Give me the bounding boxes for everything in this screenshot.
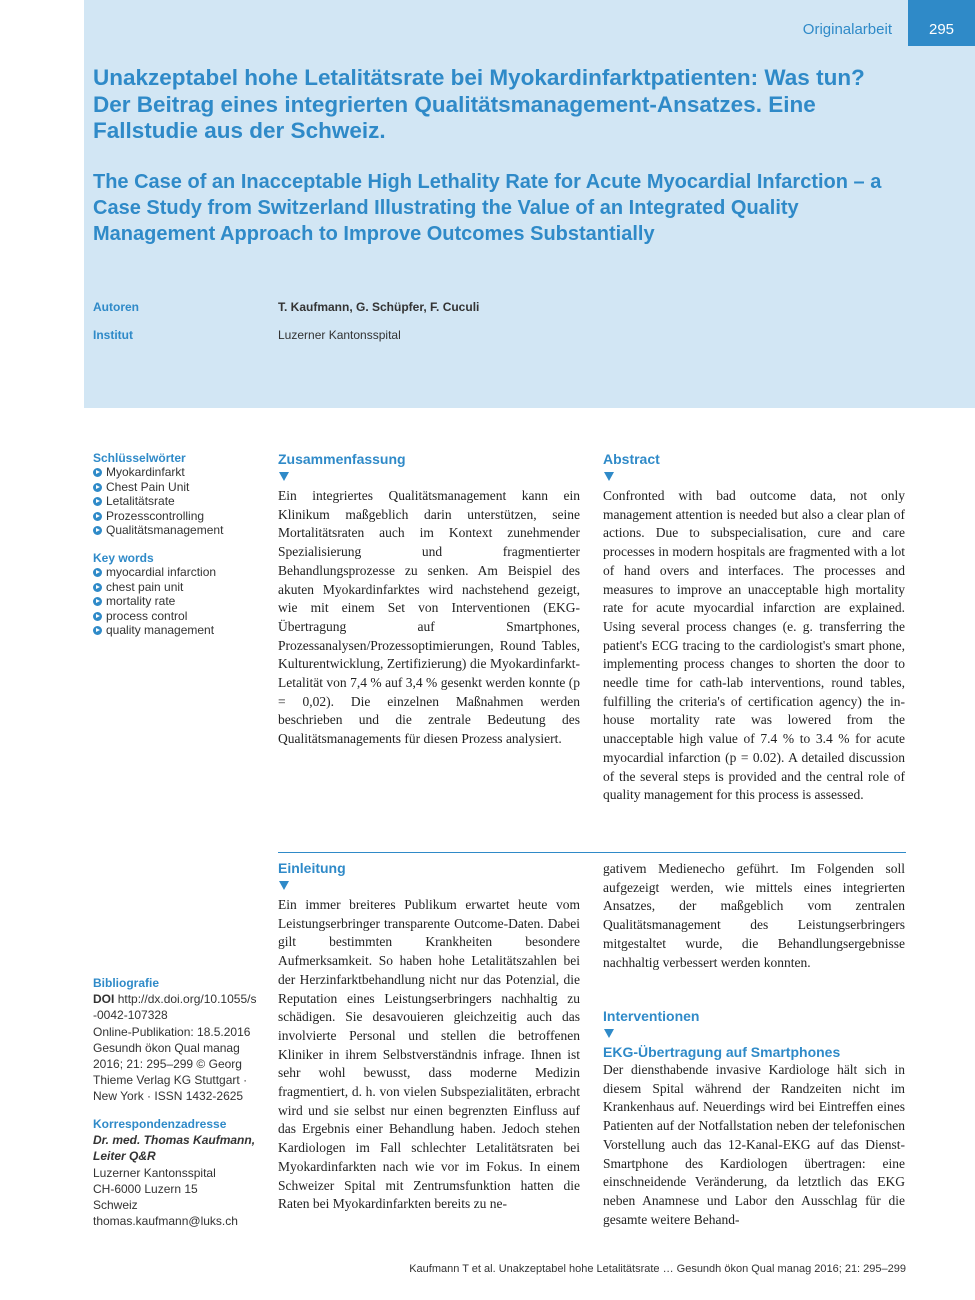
section-divider [278,852,906,853]
correspondence-city: CH-6000 Luzern 15 [93,1181,198,1196]
interventions-text: Der diensthabende invasive Kardiologe hält sich in diesem Spital während der Randzeiten nicht im Krankenhaus auf. Neuerdings wird bei Eintreffen eines Patienten auf der Notfallstation neben der telefonischen Vorstellung auch das 12-Kanal-EKG auf das Dienst-Smartphone des Kardiologen übertragen: eine einschneidende Veränderung, da letztlich das EKG neben Anamnese und Labor den Ausschlag für die gesamte weitere Behand- [603,1062,905,1227]
bibliography [93,975,258,1105]
abstract-heading: Abstract [603,451,660,467]
correspondence-name: Dr. med. Thomas Kaufmann, Leiter Q&R [93,1133,256,1164]
online-publication: Online-Publikation: 18.5.2016 [93,1024,251,1039]
page-number: 295 [908,0,975,46]
keyword-en-item: chest pain unit [93,580,263,595]
keyword-en-item: myocardial infarction [93,565,263,580]
section-label: Originalarbeit [802,21,892,38]
triangle-marker-icon [604,1029,614,1038]
institute-label: Institut [93,328,133,342]
correspondence-org: Luzerner Kantonsspital [93,1165,216,1180]
keyword-de-item: Qualitätsmanagement [93,523,263,538]
interventions-subheading: EKG-Übertragung auf Smartphones [603,1044,841,1060]
intro-section [278,860,580,1214]
doi-link[interactable]: http://dx.doi.org/10.1055/s-0042-107328 [93,992,257,1023]
correspondence-country: Schweiz [93,1198,138,1213]
authors: T. Kaufmann, G. Schüpfer, F. Cuculi [278,300,480,314]
intro-continuation-section [603,860,905,972]
summary-heading: Zusammenfassung [278,451,406,467]
interventions-heading: Interventionen [603,1008,700,1024]
keywords-de-heading: Schlüsselwörter [93,451,186,465]
triangle-marker-icon [604,472,614,481]
keyword-en-item: quality management [93,623,263,638]
title-german: Unakzeptabel hohe Letalitätsrate bei Myokardinfarktpatienten: Was tun? Der Beitrag eines integrierten Qualitätsmanagement-Ansatzes. Eine Fallstudie aus der Schweiz. [93,65,865,143]
correspondence-heading: Korrespondenzadresse [93,1117,227,1131]
abstract-text: Confronted with bad outcome data, not only management attention is needed but also a clear plan of actions. Due to subspecialisation, cure and care processes in modern hospitals are fragmented with a lot of hand overs and interfaces. The processes and measures to improve an unacceptable high mortality rate for acute myocardial infarction are explained. Using several process changes (e. g. transferring the patient's ECG tracing to the cardiologist's smart phone, implementing process changes to shorten the door to needle time for cath-lab interventions, round tables, fulfilling the criteria's of certification agency) the in-house mortality rate was lowered from the unacceptable high value of 7.4 % to 3.4 % for acute myocardial infarction (p = 0.02). A detailed discussion of the several steps is provided and the central role of quality management for this process is assessed. [603,488,905,803]
interventions-section [603,1008,905,1229]
summary-section [278,451,580,749]
summary-text: Ein integriertes Qualitätsmanagement kann ein Klinikum maßgeblich darin unterstützen, seine Mortalitätsraten auch im Kontext zunehmender Spezialisierung und fragmentierter Behandlungsprozesse zu senken. Am Beispiel des akuten Myokardinfarktes wird nachstehend gezeigt, wie mit einem Set von Interventionen (EKG-Übertragung auf Smartphones, Prozessanalysen/Prozessoptimierungen, Round Tables, Kulturentwicklung, Zertifizierung) die Myokardinfarkt-Letalität von 7,4 % auf 3,4 % gesenkt werden konnte (p = 0,02). Die einzelnen Maßnahmen werden beschrieben und die zentrale Bedeutung des Qualitätsmanagements für diesen Prozess analysiert. [278,488,580,747]
doi-line [93,991,258,1023]
institute: Luzerner Kantonsspital [278,328,401,342]
intro-text: Ein immer breiteres Publikum erwartet heute vom Leistungserbringer transparente Outcome-Daten. Dabei gilt bestimmten Krankheiten besondere Aufmerksamkeit. So haben hohe Letalitätszahlen bei der Herzinfarktbehandlung nicht nur das Potenzial, die Reputation eines Leistungserbringers nachhaltig zu schädigen. Sie desavouieren gleichzeitig auch das involvierte Personal und stellen die betroffenen Kliniker in ihrem Selbstverständnis infrage. Ihnen ist sehr wohl bewusst, dass moderne Medizin fragmentiert, d. h. von vielen Subspezialitäten, erbracht wird und sie selbst nur einen begrenzten Einfluss auf das Ergebnis einer Behandlung haben. Jedoch stehen Kardiologen im Fall schlechter Letalitätsraten bei Myokardinfarkten nach wie vor im Fokus. In einem Schweizer Spital mit Zentrumsfunktion hatten die Raten bei Myokardinfarkten bereits zu ne- [278,897,580,1212]
abstract-section [603,451,905,805]
keywords-en-list [93,565,263,638]
intro-continuation-text: gativem Medienecho geführt. Im Folgenden soll aufgezeigt werden, wie mittels eines integrierten Ansatzes, der maßgeblich vom zentralen Qualitätsmanagement des Leistungserbringers mitgestaltet wurde, die Behandlungsergebnisse nachhaltig verbessert werden konnten. [603,861,905,970]
keyword-de-item: Chest Pain Unit [93,480,263,495]
page-footer: Kaufmann T et al. Unakzeptabel hohe Letalitätsrate … Gesundh ökon Qual manag 2016; 21: 295–299 [409,1263,906,1275]
keywords-en [93,551,263,638]
doi-label: DOI [93,992,115,1007]
triangle-marker-icon [279,472,289,481]
keyword-de-item: Prozesscontrolling [93,509,263,524]
correspondence-email[interactable]: thomas.kaufmann@luks.ch [93,1214,238,1229]
citation: Gesundh ökon Qual manag 2016; 21: 295–299 © Georg Thieme Verlag KG Stuttgart · New York · ISSN 1432-2625 [93,1040,248,1104]
correspondence [93,1116,258,1229]
bibliography-heading: Bibliografie [93,976,160,990]
keywords-de [93,451,263,538]
intro-heading: Einleitung [278,860,346,876]
keyword-en-item: mortality rate [93,594,263,609]
keyword-de-item: Letalitätsrate [93,494,263,509]
authors-label: Autoren [93,300,139,314]
keyword-en-item: process control [93,609,263,624]
title-english: The Case of an Inacceptable High Lethality Rate for Acute Myocardial Infarction – a Case Study from Switzerland Illustrating the Value of an Integrated Quality Management Approach to Improve Outcomes Substantially [93,171,882,245]
keyword-de-item: Myokardinfarkt [93,465,263,480]
keywords-de-list [93,465,263,538]
triangle-marker-icon [279,881,289,890]
keywords-en-heading: Key words [93,551,154,565]
